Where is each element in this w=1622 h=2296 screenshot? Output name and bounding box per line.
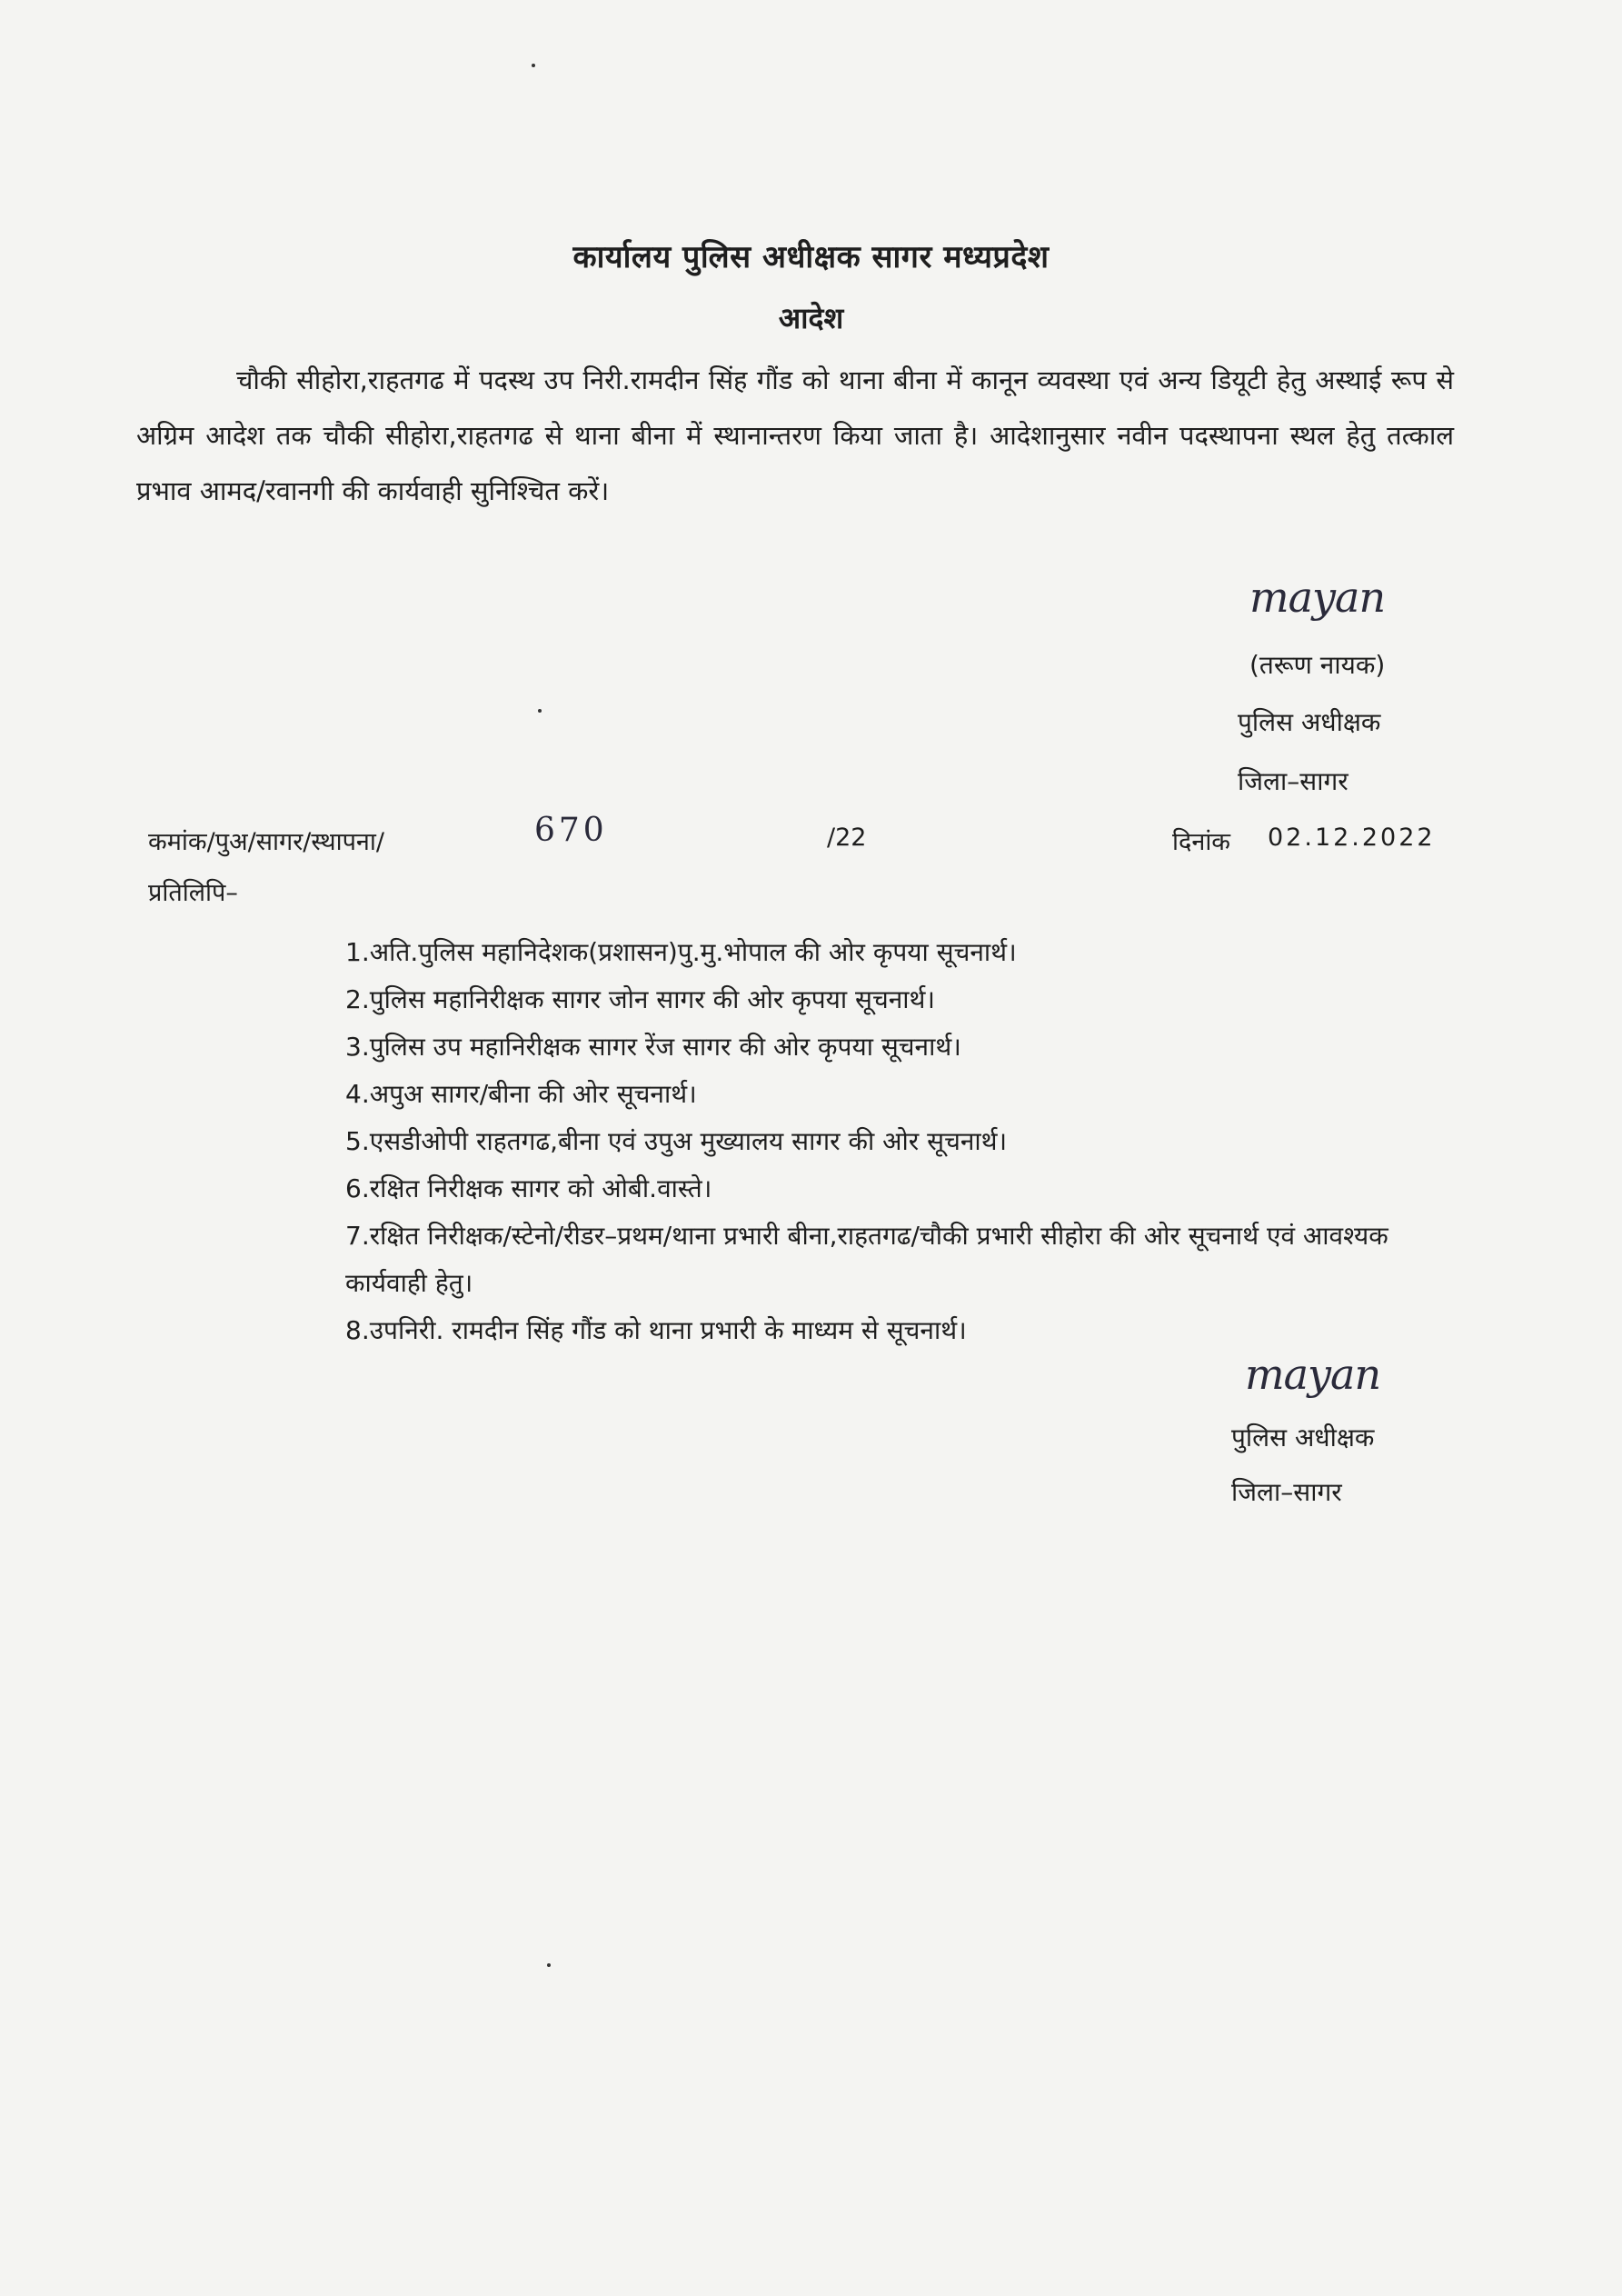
office-title: कार्यालय पुलिस अधीक्षक सागर मध्यप्रदेश	[572, 239, 1050, 275]
list-item: 1.अति.पुलिस महानिदेशक(प्रशासन)पु.मु.भोपाल की ओर कृपया सूचनार्थ।	[345, 937, 1017, 967]
list-item: 8.उपनिरी. रामदीन सिंह गौंड को थाना प्रभारी के माध्यम से सूचनार्थ।	[345, 1315, 967, 1345]
order-heading: आदेश	[778, 301, 844, 335]
signatory-designation: पुलिस अधीक्षक	[1238, 707, 1381, 737]
scan-speck	[532, 64, 535, 67]
list-item: 7.रक्षित निरीक्षक/स्टेनो/रीडर–प्रथम/थाना प्रभारी बीना,राहतगढ/चौकी प्रभारी सीहोरा की ओर सूचनार्थ एवं आवश्यक कार्यवाही हेतु।	[345, 1221, 1388, 1298]
reference-prefix: कमांक/पुअ/सागर/स्थापना/	[148, 828, 384, 856]
date-value: 02.12.2022	[1268, 824, 1436, 852]
copy-to-label: प्रतिलिपि–	[148, 879, 238, 907]
signatory-name: (तरूण नायक)	[1249, 650, 1386, 680]
list-item: 3.पुलिस उप महानिरीक्षक सागर रेंज सागर की ओर कृपया सूचनार्थ।	[345, 1032, 961, 1062]
list-item: 2.पुलिस महानिरीक्षक सागर जोन सागर की ओर कृपया सूचनार्थ।	[345, 984, 936, 1014]
signature-1: mayan	[1249, 573, 1386, 622]
scan-speck	[538, 709, 542, 713]
reference-number: 670	[534, 812, 608, 849]
list-item: 6.रक्षित निरीक्षक सागर को ओबी.वास्ते।	[345, 1173, 712, 1203]
copy-to-list	[345, 929, 1390, 1354]
signatory-district: जिला–सागर	[1238, 766, 1348, 796]
reference-year: /22	[827, 824, 867, 852]
list-item: 4.अपुअ सागर/बीना की ओर सूचनार्थ।	[345, 1079, 697, 1109]
signatory-designation-2: पुलिस अधीक्षक	[1231, 1423, 1375, 1452]
signature-2: mayan	[1245, 1350, 1381, 1399]
signatory-district-2: जिला–सागर	[1231, 1477, 1342, 1507]
order-body: चौकी सीहोरा,राहतगढ में पदस्थ उप निरी.रामदीन सिंह गौंड को थाना बीना में कानून व्यवस्था एवं अन्य डियूटी हेतु अस्थाई रूप से अग्रिम आदेश तक चौकी सीहोरा,राहतगढ से थाना बीना में स्थानान्तरण किया जाता है। आदेशानुसार नवीन पदस्थापना स्थल हेतु तत्काल प्रभाव आमद/रवानगी की कार्यवाही सुनिश्चित करें।	[136, 364, 1454, 506]
scan-speck	[547, 1963, 551, 1967]
list-item: 5.एसडीओपी राहतगढ,बीना एवं उपुअ मुख्यालय सागर की ओर सूचनार्थ।	[345, 1126, 1008, 1156]
date-label: दिनांक	[1172, 828, 1231, 856]
